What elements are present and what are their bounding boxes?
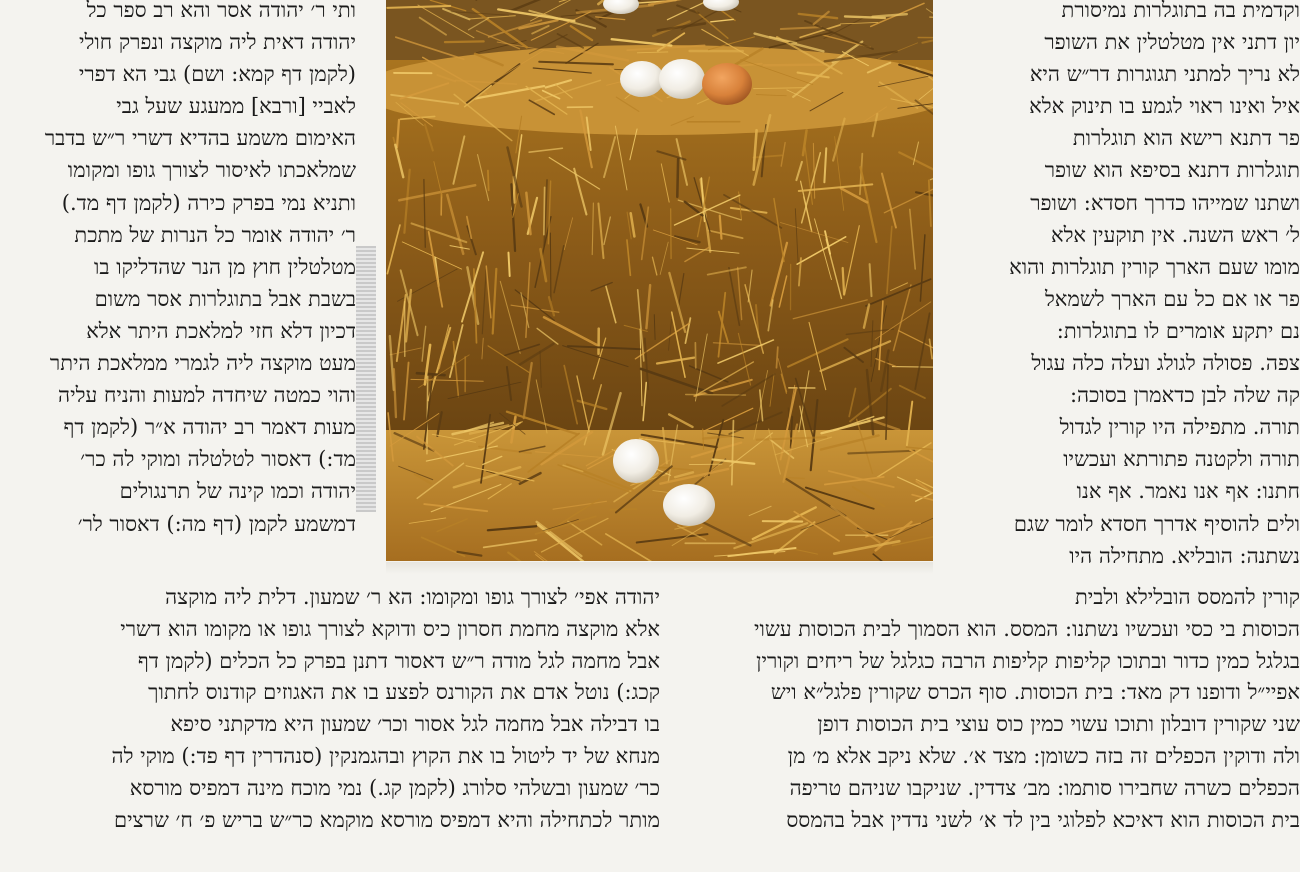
text-line: בו דבילה אבל מחמה לגל אסור וכר׳ שמעון היא מדקתני סיפא — [170, 712, 660, 737]
egg-white — [663, 484, 715, 526]
egg-white — [613, 439, 659, 483]
text-line: אפיי״ל ודופנו דק מאד: בית הכוסות. סוף הכרס שקורין פלגל״א ויש — [770, 680, 1300, 705]
text-line: אבל מחמה לגל מודה ר״ש דאסור דתנן בפרק כל הכלים (לקמן דף — [137, 648, 660, 673]
egg-white — [659, 59, 705, 99]
text-line: כר׳ שמעון ובשלהי סלורג (לקמן קג.) נמי מוכח מינה דמפיס מורסא — [129, 775, 660, 800]
text-line: הכפלים כשרה שחבירו סותמו: מב׳ צדדין. שניקבו שניהם טריפה — [789, 775, 1300, 800]
text-line: צפה. פסולה לגולג ועלה כלה עגול — [1031, 351, 1300, 376]
text-line: בית הכוסות הוא דאיכא לפלוגי בין לד א׳ לשני נדדין אבל בהמסס — [786, 807, 1300, 832]
caption-gap — [386, 562, 933, 574]
text-line: שני שקורין דובלון ותוכו עשוי כמין כוס עוצי בית הכוסות דופן — [817, 712, 1300, 737]
text-line: נשתנה: הובליא. מתחילה היו — [1069, 543, 1300, 568]
text-line: דכיון דלא חזי למלאכת היתר אלא — [86, 318, 356, 343]
text-line: קורין להמסס הובלילא ולבית — [1074, 585, 1300, 609]
bottom-right-text-column — [670, 582, 1300, 836]
text-line: יהודה וכמו קינה של תרנגולים — [119, 479, 356, 504]
text-line: יון דתני אין מטלטלין את השופר — [1044, 30, 1300, 55]
text-line: פר או אם כל עם הארך לשמאל — [1044, 286, 1300, 311]
text-line: איל ואינו ראוי לגמע בו תינוק אלא — [1029, 94, 1300, 119]
text-line: נם יתקע אומרים לו בתוגלרות: — [1056, 318, 1300, 343]
text-line: וקדמית בה בתוגלרות נמיסורת — [1061, 0, 1300, 22]
text-line: מד:) דאסור לטלטלה ומוקי לה כר׳ — [80, 447, 356, 472]
text-line: תורה ולקטנה פתורתא ועכשיו — [1063, 447, 1300, 472]
text-line: מטלטלין חוץ מן הנר שהדליקו בו — [94, 254, 356, 279]
text-line: מותר לכתחילה והיא דמפיס מורסא מוקמא כר״ש בריש פ׳ ח׳ שרצים — [114, 807, 660, 832]
text-line: ותי ר׳ יהודה אסר והא רב ספר כל — [86, 0, 356, 22]
text-line: מנחא של יד ליטול בו את הקוץ ובהגמנקין (סנהדרין דף פד:) מוקי לה — [111, 743, 660, 768]
left-text-column — [0, 0, 356, 540]
margin-marker — [356, 246, 376, 512]
text-line: מעט מוקצה ליה לגמרי ממלאכת היתר — [49, 351, 356, 376]
text-line: והוי כמטה שיחדה למעות והניח עליה — [57, 383, 356, 408]
hay-eggs-photo — [386, 0, 933, 561]
text-line: יהודה אפי׳ לצורך גופו ומקומו: הא ר׳ שמעון. דלית ליה מוקצה — [165, 585, 660, 609]
text-line: ולים להוסיף אדרך חסדא לומר שגם — [1013, 511, 1300, 536]
text-line: תורה. מתפילה היו קורין לגדול — [1059, 415, 1300, 440]
text-line: דמשמע לקמן (דף מה:) דאסור לר׳ — [77, 511, 356, 536]
text-line: תוגלרות דתנא בסיפא הוא שופר — [1044, 158, 1300, 183]
text-line: חתנו: אף אנו נאמר. אף אנו — [1076, 479, 1300, 504]
text-line: מומו שעם הארך קורין תוגלרות והוא — [1009, 254, 1300, 279]
text-line: שמלאכתו לאיסור לצורך גופו ומקומו — [67, 158, 356, 183]
egg-white — [620, 61, 664, 97]
text-line: קה שלה לבן כדאמרן בסוכה: — [1069, 383, 1300, 408]
egg-brown — [702, 63, 752, 105]
text-line: בגלגל כמין כדור ובתוכו קליפות קליפות הרבה כגלגל של ריחים וקורין — [756, 648, 1300, 673]
text-line: ושתנו שמייהו כדרך חסדא: ושופר — [1030, 190, 1300, 215]
text-line: ולה ודוקין הכפלים זה בזה כשומן: מצד א׳. שלא ניקב אלא מ׳ מן — [787, 743, 1300, 768]
text-line: אלא מוקצה מחמת חסרון כיס ודוקא לצורך גופו או מקומו הוא דשרי — [120, 616, 660, 641]
text-line: ל׳ ראש השנה. אין תוקעין אלא — [1050, 222, 1300, 247]
text-line: הכוסות בי כסי ועכשיו נשתנו: המסס. הוא הסמוך לבית הכוסות עשוי — [753, 616, 1300, 641]
text-line: פר דתנא רישא הוא תוגלרות — [1072, 126, 1300, 151]
text-line: (לקמן דף קמא: ושם) גבי הא דפרי — [78, 62, 356, 87]
text-line: לא נריך למתני תגוגרות דר״ש היא — [1029, 62, 1300, 87]
text-line: ותניא נמי בפרק כירה (לקמן דף מד.) — [61, 190, 356, 215]
bottom-left-text-column — [0, 582, 660, 836]
right-text-column — [968, 0, 1300, 572]
text-line: ר׳ יהודה אומר כל הנרות של מתכת — [74, 222, 356, 247]
text-line: בשבת אבל בתוגלרות אסר משום — [94, 286, 356, 311]
text-line: מעות דאמר רב יהודה א״ר (לקמן דף — [63, 415, 356, 440]
text-line: קכג:) נוטל אדם את הקורנס לפצע בו את האגוזים קודנוס לחתוך — [148, 680, 660, 705]
text-line: לאביי [ורבא] ממעגע שעל גבי — [116, 94, 356, 119]
text-line: האימום משמע בהדיא דשרי ר״ש בדבר — [44, 126, 356, 151]
text-line: יהודה דאית ליה מוקצה ונפרק חולי — [79, 30, 356, 55]
